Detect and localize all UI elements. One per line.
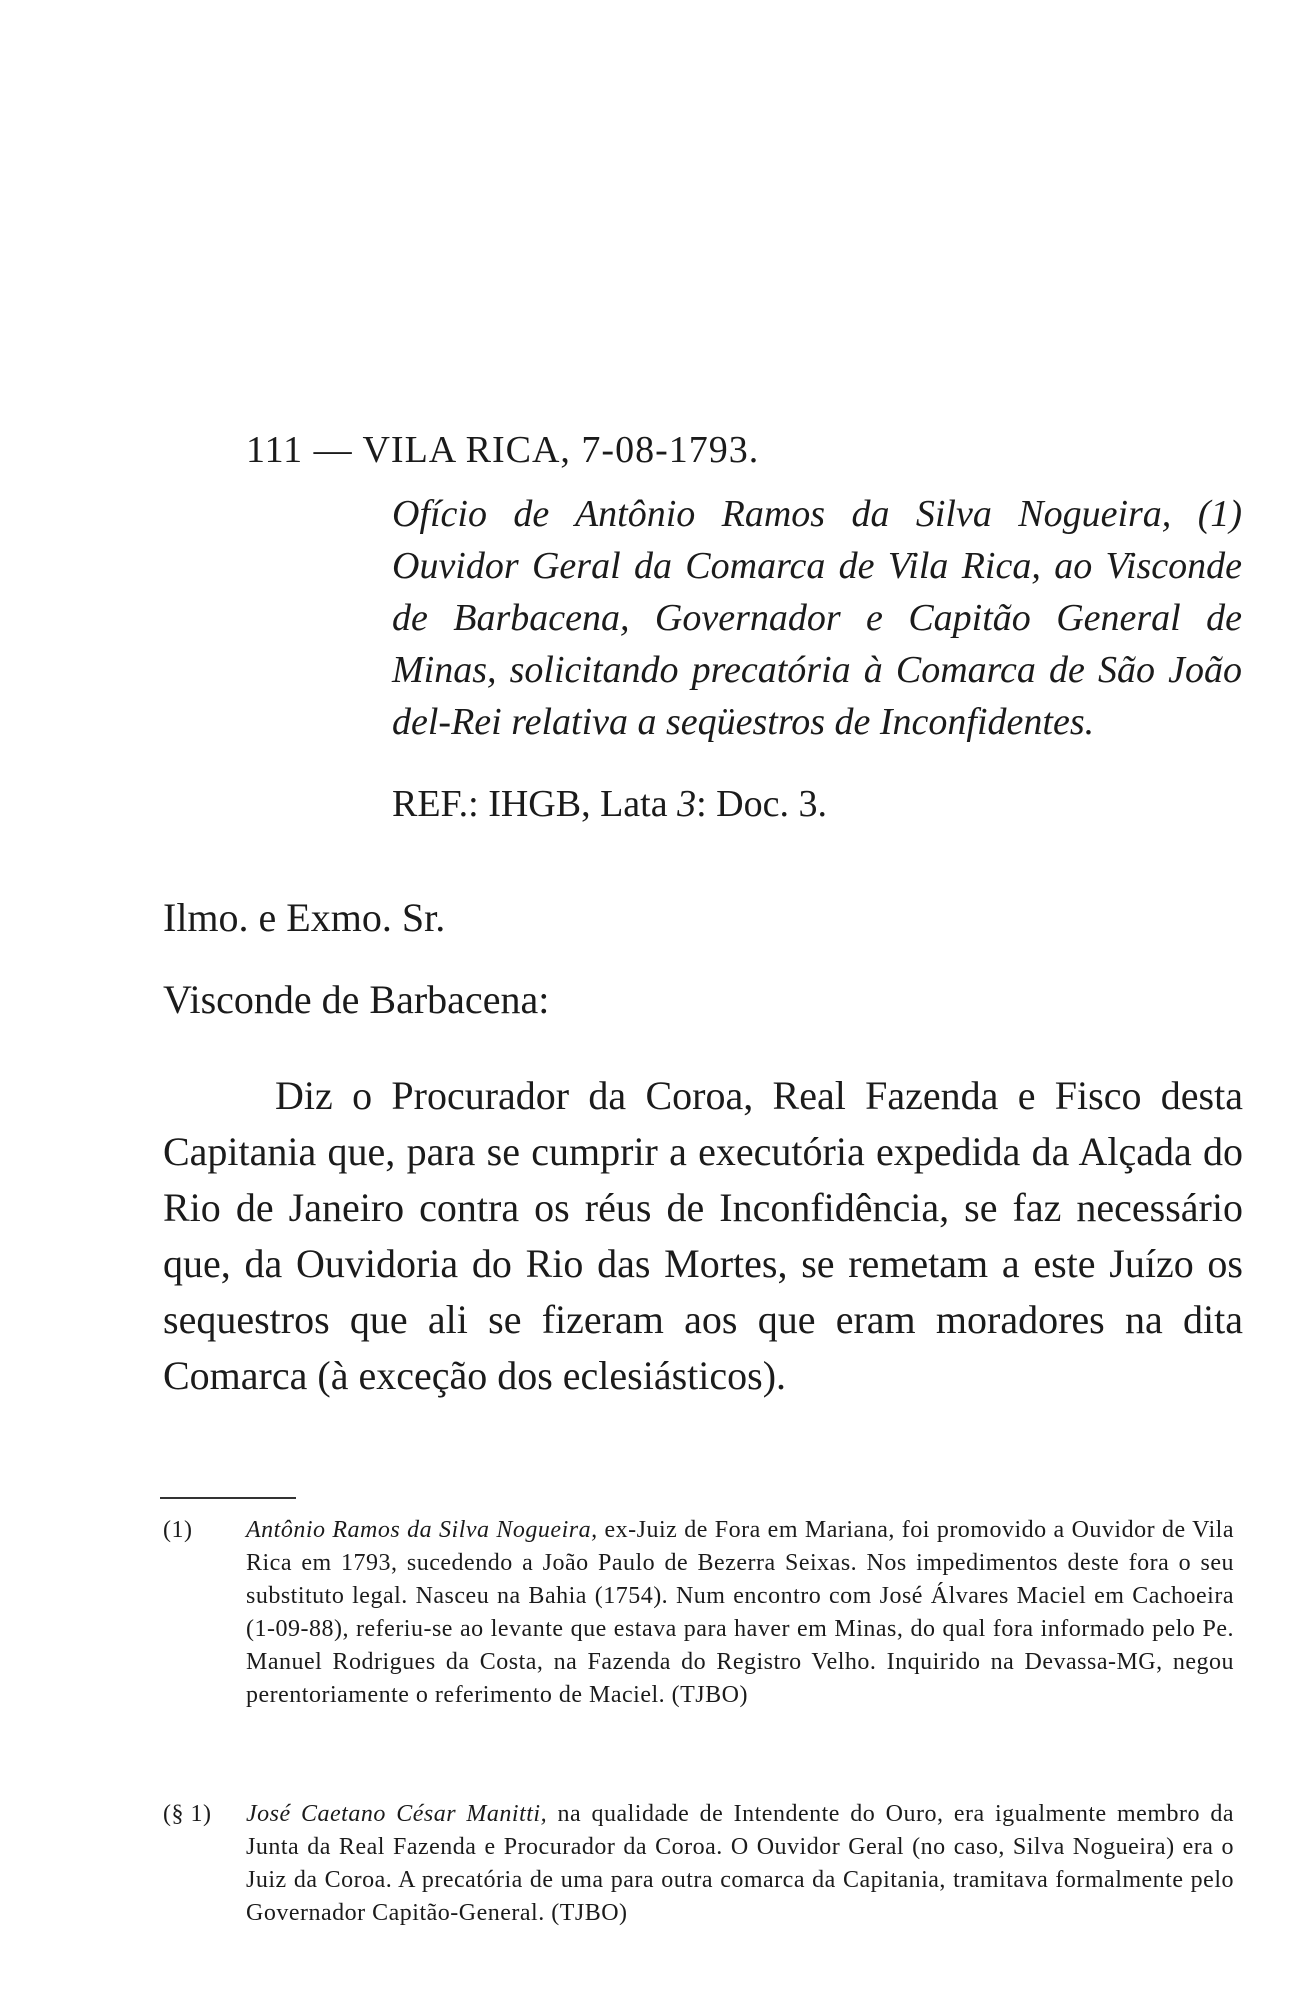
reference-volume: 3 — [677, 783, 697, 825]
footnote-1 — [163, 1514, 1235, 1712]
footnote-2-text: na qualidade de Intendente do Ouro, era igualmente membro da Junta da Real Fazenda e Procurador da Coroa. O Ouvidor Geral (no caso, Silva Nogueira) era o Juiz da Coroa. A precatória de uma para outra comarca da Capitania, tramitava formalmente pelo Governador Capitão-General. (TJBO) — [246, 1801, 1234, 1926]
addressee: Visconde de Barbacena: — [163, 977, 550, 1022]
body-paragraph: Diz o Procurador da Coroa, Real Fazenda e Fisco desta Capitania que, para se cumprir a executória expedida da Alçada do Rio de Janeiro contra os réus de Inconfidência, se faz necessário que, da Ouvidoria do Rio das Mortes, se remetam a este Juízo os sequestros que ali se fizeram aos que eram moradores na dita Comarca (à exceção dos eclesiásticos). — [163, 1073, 1243, 1398]
footnote-2-marker: (§ 1) — [163, 1801, 212, 1827]
footnote-1-text: ex-Juiz de Fora em Mariana, foi promovido a Ouvidor de Vila Rica em 1793, sucedendo a João Paulo de Bezerra Seixas. Nos impedimentos deste fora o seu substituto legal. Nasceu na Bahia (1754). Num encontro com José Álvares Maciel em Cachoeira (1-09-88), referiu-se ao levante que estava para haver em Minas, do qual fora informado pelo Pe. Manuel Rodrigues da Costa, na Fazenda do Registro Velho. Inquirido na Devassa-MG, negou perentoriamente o referimento de Maciel. (TJBO) — [246, 1517, 1235, 1708]
reference-prefix: REF.: IHGB, Lata — [392, 783, 678, 825]
footnote-2 — [163, 1798, 1234, 1930]
footnote-1-marker: (1) — [163, 1517, 193, 1543]
document-reference — [392, 782, 827, 826]
footnote-2-name: José Caetano César Manitti, — [246, 1801, 548, 1827]
document-summary: Ofício de Antônio Ramos da Silva Nogueira, (1) Ouvidor Geral da Comarca de Vila Rica, ao Visconde de Barbacena, Governador e Capitão General de Minas, solicitando precatória à Comarca de São João del-Rei relativa a seqüestros de Inconfidentes. — [392, 493, 1242, 743]
salutation: Ilmo. e Exmo. Sr. — [163, 895, 446, 940]
footnote-1-name: Antônio Ramos da Silva Nogueira, — [246, 1517, 598, 1543]
document-heading: 111 — VILA RICA, 7-08-1793. — [246, 429, 760, 471]
reference-suffix: : Doc. 3. — [696, 783, 827, 825]
footnote-divider — [160, 1497, 296, 1499]
